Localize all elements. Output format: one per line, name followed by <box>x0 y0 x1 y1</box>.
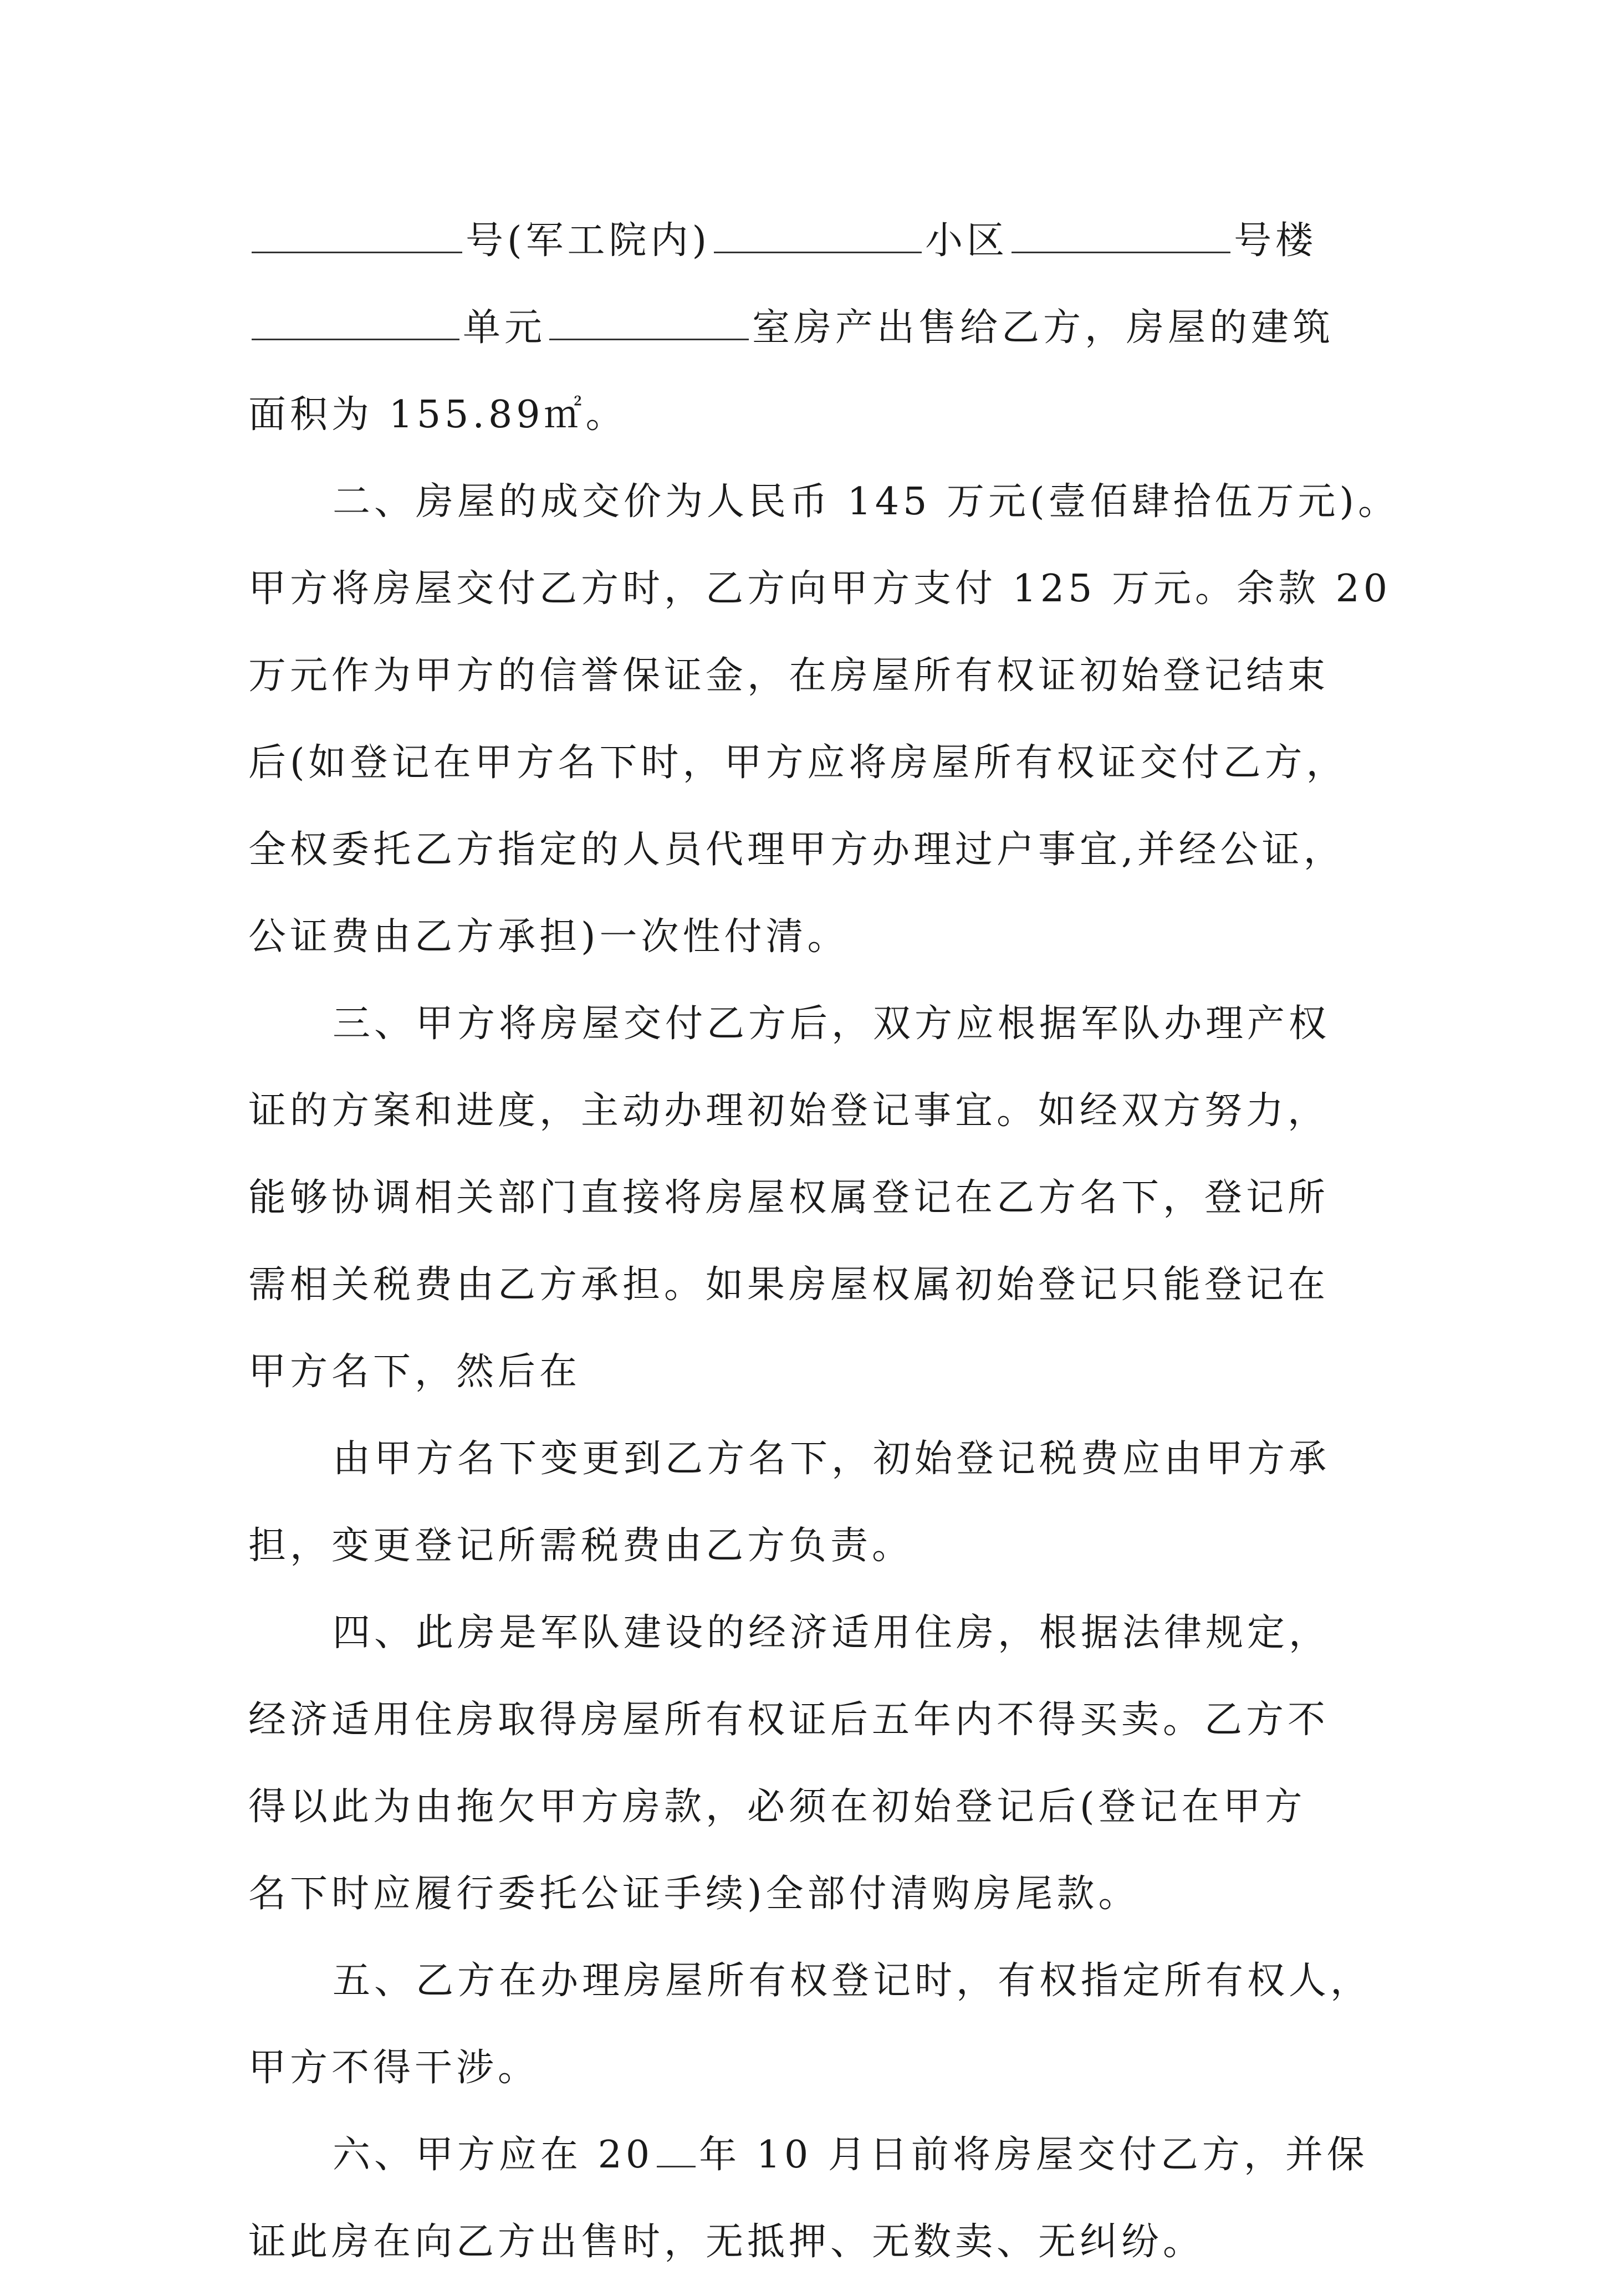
paragraph-4-line: 得以此为由拖欠甲方房款，必须在初始登记后(登记在甲方 <box>248 1785 1306 1829</box>
paragraph-6-line <box>248 2122 1379 2209</box>
text-line: 面积为 155.89㎡。 <box>248 393 627 437</box>
paragraph-3-line: 需相关税费由乙方承担。如果房屋权属初始登记只能登记在 <box>248 1263 1330 1307</box>
text-segment: 小区 <box>925 219 1009 263</box>
paragraph-3-line: 证的方案和进度，主动办理初始登记事宜。如经双方努力， <box>248 1089 1330 1133</box>
text-segment: 号(军工院内) <box>466 219 711 263</box>
paragraph-6-line: 证此房在向乙方出售时，无抵押、无数卖、无纠纷。 <box>248 2220 1205 2264</box>
paragraph-5-line: 五、乙方在办理房屋所有权登记时，有权指定所有权人， <box>333 1959 1372 2003</box>
paragraph-4-line: 名下时应履行委托公证手续)全部付清购房尾款。 <box>248 1872 1140 1916</box>
fill-blank <box>252 301 459 340</box>
paragraph-4-line: 四、此房是军队建设的经济适用住房，根据法律规定， <box>333 1611 1331 1655</box>
paragraph-3b-line: 由甲方名下变更到乙方名下，初始登记税费应由甲方承 <box>333 1437 1331 1481</box>
text-segment: 号楼 <box>1234 219 1317 263</box>
document-body <box>248 208 1400 2296</box>
text-line <box>248 208 1379 295</box>
fill-blank <box>1012 214 1230 253</box>
paragraph-3-line: 能够协调相关部门直接将房屋权属登记在乙方名下，登记所 <box>248 1176 1330 1220</box>
paragraph-2-line: 后(如登记在甲方名下时，甲方应将房屋所有权证交付乙方， <box>248 741 1348 785</box>
fill-blank <box>657 2128 696 2167</box>
text-line <box>248 295 1379 382</box>
text-segment: 年 10 月日前将房屋交付乙方，并保 <box>699 2133 1368 2177</box>
paragraph-5-line: 甲方不得干涉。 <box>248 2046 540 2090</box>
text-segment: 室房产出售给乙方，房屋的建筑 <box>752 306 1335 350</box>
paragraph-2-line: 甲方将房屋交付乙方时，乙方向甲方支付 125 万元。余款 20 <box>248 567 1392 611</box>
paragraph-3-line: 三、甲方将房屋交付乙方后，双方应根据军队办理产权 <box>333 1002 1331 1046</box>
paragraph-2-line: 万元作为甲方的信誉保证金，在房屋所有权证初始登记结束 <box>248 654 1330 698</box>
paragraph-3-line: 甲方名下，然后在 <box>248 1350 581 1394</box>
fill-blank <box>252 214 462 253</box>
paragraph-3b-line: 担，变更登记所需税费由乙方负责。 <box>248 1524 914 1568</box>
paragraph-2-line: 公证费由乙方承担)一次性付清。 <box>248 915 849 959</box>
fill-blank <box>714 214 922 253</box>
paragraph-2-line: 全权委托乙方指定的人员代理甲方办理过户事宜,并经公证， <box>248 828 1345 872</box>
paragraph-4-line: 经济适用住房取得房屋所有权证后五年内不得买卖。乙方不 <box>248 1698 1330 1742</box>
text-segment: 单元 <box>463 306 546 350</box>
text-segment: 六、甲方应在 20 <box>333 2133 654 2177</box>
paragraph-2-line: 二、房屋的成交价为人民币 145 万元(壹佰肆拾伍万元)。 <box>333 480 1400 524</box>
fill-blank <box>549 301 749 340</box>
